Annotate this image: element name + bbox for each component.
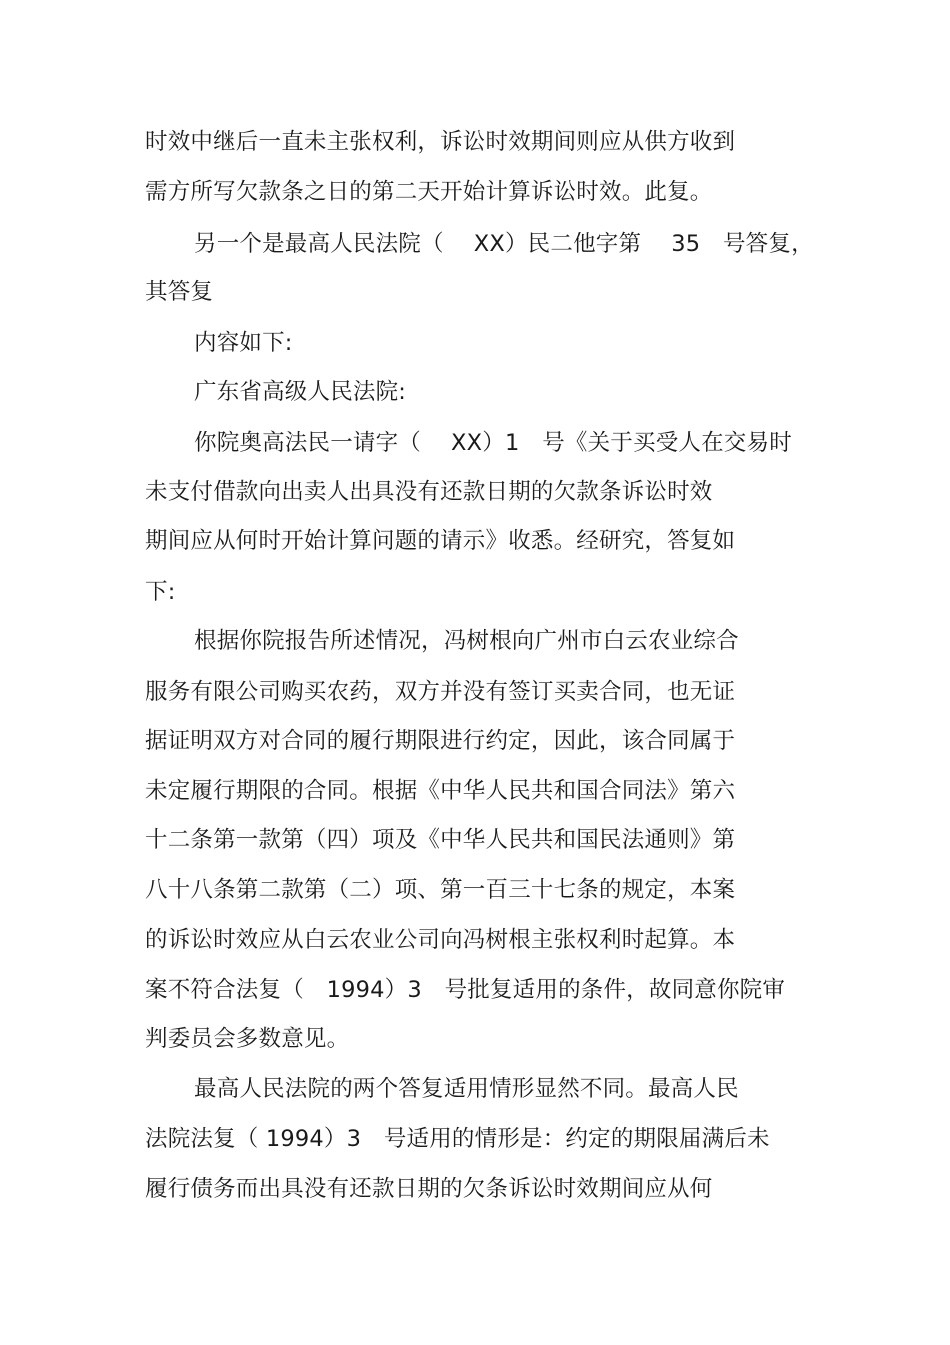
paragraph-line: 的诉讼时效应从白云农业公司向冯树根主张权利时起算。本 [145,927,736,953]
paragraph-line: 下: [145,579,176,605]
paragraph-line: 其答复 [145,279,214,305]
paragraph-line: 时效中继后一直未主张权利，诉讼时效期间则应从供方收到 [145,129,736,155]
paragraph-line: 内容如下: [194,330,293,356]
paragraph-line: 最高人民法院的两个答复适用情形显然不同。最高人民 [194,1076,739,1102]
paragraph-line: 八十八条第二款第（二）项、第一百三十七条的规定，本案 [145,877,736,903]
paragraph-line: 服务有限公司购买农药，双方并没有签订买卖合同，也无证 [145,679,736,705]
paragraph-line: 未支付借款向出卖人出具没有还款日期的欠款条诉讼时效 [145,479,713,505]
paragraph-line: 判委员会多数意见。 [145,1026,350,1052]
paragraph-line: 未定履行期限的合同。根据《中华人民共和国合同法》第六 [145,778,736,804]
paragraph-line: 据证明双方对合同的履行期限进行约定，因此，该合同属于 [145,728,736,754]
paragraph-line: 你院奥高法民一请字（ XX）1 号《关于买受人在交易时 [194,430,792,456]
addressee-line: 广东省高级人民法院: [194,379,407,405]
paragraph-line: 案不符合法复（ 1994）3 号批复适用的条件，故同意你院审 [145,977,786,1003]
paragraph-line: 履行债务而出具没有还款日期的欠条诉讼时效期间应从何 [145,1176,713,1202]
paragraph-line: 十二条第一款第（四）项及《中华人民共和国民法通则》第 [145,827,736,853]
paragraph-line: 法院法复（ 1994）3 号适用的情形是：约定的期限届满后未 [145,1126,770,1152]
paragraph-line: 根据你院报告所述情况，冯树根向广州市白云农业综合 [194,628,739,654]
paragraph-line: 需方所写欠款条之日的第二天开始计算诉讼时效。此复。 [145,179,713,205]
paragraph-line: 另一个是最高人民法院（ XX）民二他字第 35 号答复， [194,231,814,257]
paragraph-line: 期间应从何时开始计算问题的请示》收悉。经研究，答复如 [145,528,736,554]
